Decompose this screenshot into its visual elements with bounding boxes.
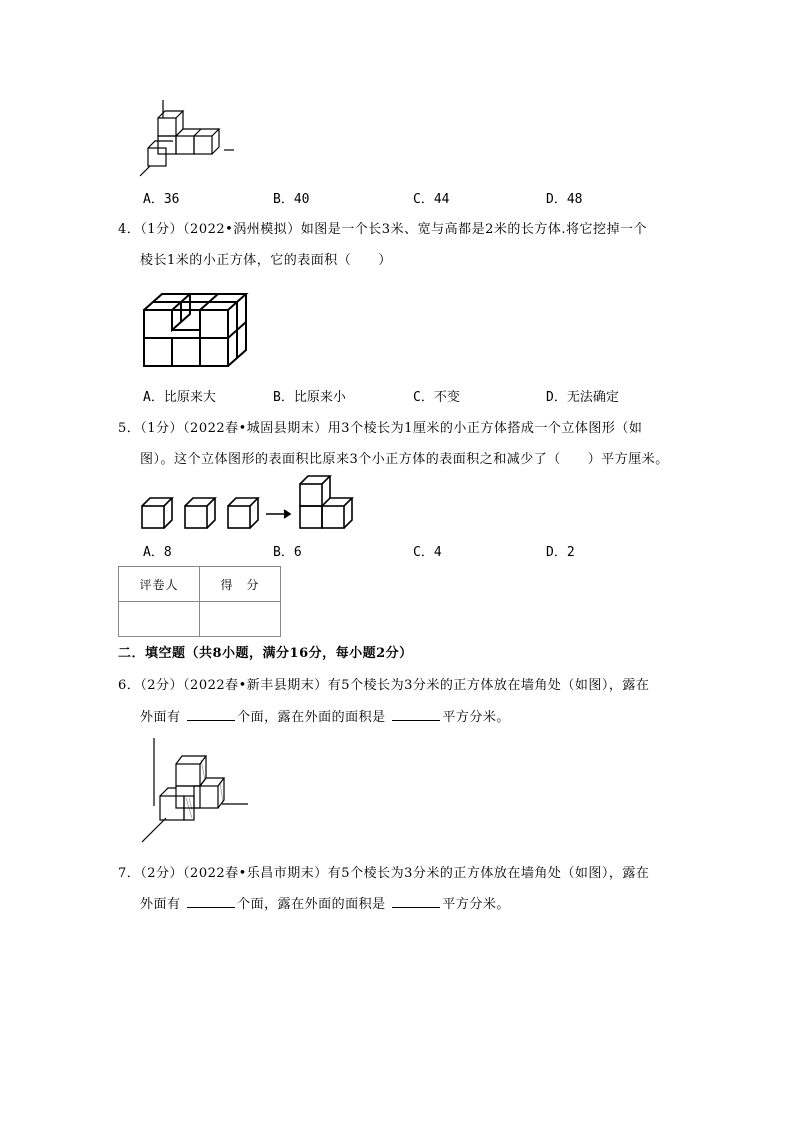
q5-cubes-figure xyxy=(138,472,360,532)
score-header: 得 分 xyxy=(200,567,281,602)
q6-text-c: 平方分米。 xyxy=(442,710,510,725)
q4-option-b[interactable]: B．比原来小 xyxy=(273,390,346,405)
q6-figure xyxy=(138,736,254,846)
q4-question-line1: 4．（1分）（2022•涡州模拟）如图是一个长3米、宽与高都是2米的长方体.将它挖掉一个 xyxy=(118,222,647,237)
q5-option-a[interactable]: A．8 xyxy=(143,545,172,560)
q5-option-b[interactable]: B．6 xyxy=(273,545,302,560)
q3-option-a[interactable]: A．36 xyxy=(143,192,180,207)
q4-option-c[interactable]: C．不变 xyxy=(413,390,460,405)
q3-figure xyxy=(138,98,238,180)
q6-text-a: 外面有 xyxy=(140,710,181,725)
q4-question-line2: 棱长1米的小正方体，它的表面积（ ） xyxy=(140,253,392,268)
grader-cell[interactable] xyxy=(119,602,200,637)
section-2-title: 二．填空题（共8小题，满分16分，每小题2分） xyxy=(118,646,413,661)
q3-option-d[interactable]: D．48 xyxy=(546,192,583,207)
q5-option-c[interactable]: C．4 xyxy=(413,545,442,560)
q7-text-b: 个面，露在外面的面积是 xyxy=(237,897,386,912)
score-table xyxy=(118,566,281,637)
q3-option-c[interactable]: C．44 xyxy=(413,192,450,207)
q4-cuboid-figure xyxy=(140,280,260,370)
q7-question-line2 xyxy=(140,893,510,912)
score-cell[interactable] xyxy=(200,602,281,637)
q5-question-line1: 5．（1分）（2022春•城固县期末）用3个棱长为1厘米的小正方体搭成一个立体图形（如 xyxy=(118,421,643,436)
q3-option-b[interactable]: B．40 xyxy=(273,192,310,207)
q6-blank-area[interactable] xyxy=(392,708,440,721)
grader-header: 评卷人 xyxy=(119,567,200,602)
q5-question-line2: 图）。这个立体图形的表面积比原来3个小正方体的表面积之和减少了（ ）平方厘米。 xyxy=(140,452,669,467)
q7-blank-area[interactable] xyxy=(392,895,440,908)
q4-option-d[interactable]: D．无法确定 xyxy=(546,390,619,405)
q6-text-b: 个面，露在外面的面积是 xyxy=(237,710,386,725)
q6-question-line2 xyxy=(140,706,510,725)
q7-text-a: 外面有 xyxy=(140,897,181,912)
q7-question-line1: 7．（2分）（2022春•乐昌市期末）有5个棱长为3分米的正方体放在墙角处（如图），露在 xyxy=(118,866,650,881)
q4-option-a[interactable]: A．比原来大 xyxy=(143,390,216,405)
q5-option-d[interactable]: D．2 xyxy=(546,545,575,560)
q7-text-c: 平方分米。 xyxy=(442,897,510,912)
q6-question-line1: 6．（2分）（2022春•新丰县期末）有5个棱长为3分米的正方体放在墙角处（如图），露在 xyxy=(118,678,650,693)
q7-blank-faces[interactable] xyxy=(187,895,235,908)
q6-blank-faces[interactable] xyxy=(187,708,235,721)
